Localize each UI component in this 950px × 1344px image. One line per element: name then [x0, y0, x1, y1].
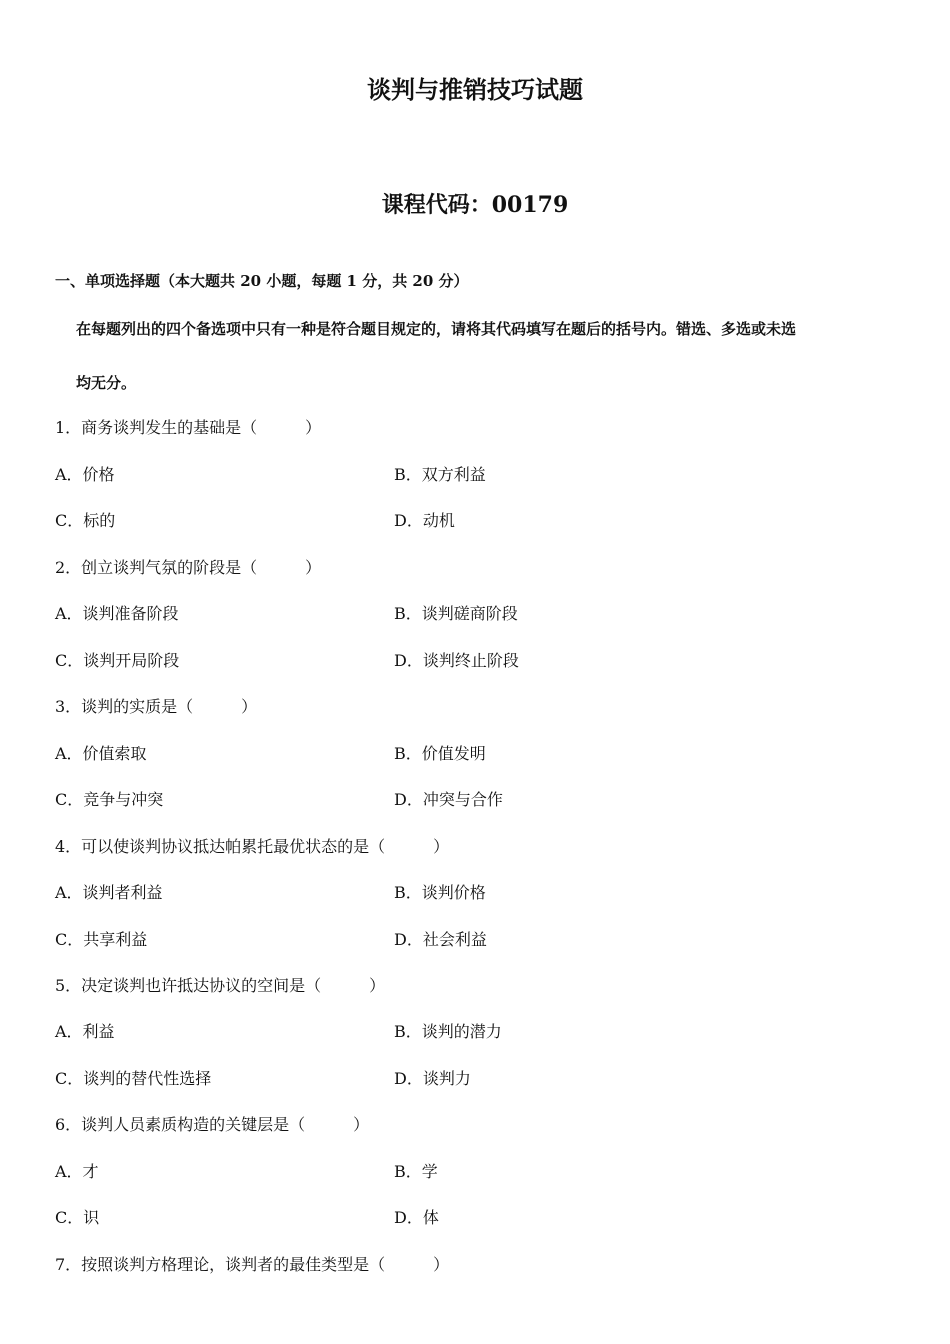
document-title: 谈判与推销技巧试题 [367, 75, 583, 104]
option-a: A．谈判者利益 [55, 883, 163, 902]
option-b: B．谈判价格 [394, 883, 486, 902]
option-a: A．利益 [55, 1022, 115, 1041]
option-c: C．共享利益 [55, 930, 148, 949]
option-a: A．才 [55, 1162, 99, 1181]
option-a: A．谈判准备阶段 [55, 604, 179, 623]
section-heading: 一、单项选择题（本大题共 20 小题，每题 1 分，共 20 分） [55, 272, 469, 290]
option-c: C．标的 [55, 511, 116, 530]
question-stem: 4．可以使谈判协议抵达帕累托最优状态的是（ ） [55, 837, 450, 856]
option-c: C．谈判开局阶段 [55, 651, 180, 670]
question-stem: 2．创立谈判气氛的阶段是（ ） [55, 558, 322, 577]
option-c: C．谈判的替代性选择 [55, 1069, 212, 1088]
question-stem: 7．按照谈判方格理论，谈判者的最佳类型是（ ） [55, 1255, 450, 1274]
option-b: B．谈判磋商阶段 [394, 604, 518, 623]
section-instruction-line2: 均无分。 [76, 374, 137, 392]
course-code: 课程代码：00179 [381, 192, 569, 218]
option-d: D．冲突与合作 [394, 790, 503, 809]
option-d: D．谈判力 [394, 1069, 471, 1088]
option-b: B．价值发明 [394, 744, 486, 763]
option-d: D．动机 [394, 511, 455, 530]
option-b: B．谈判的潜力 [394, 1022, 502, 1041]
option-d: D．体 [394, 1208, 439, 1227]
option-c: C．竞争与冲突 [55, 790, 164, 809]
option-b: B．学 [394, 1162, 438, 1181]
option-b: B．双方利益 [394, 465, 486, 484]
option-d: D．谈判终止阶段 [394, 651, 519, 670]
question-stem: 5．决定谈判也许抵达协议的空间是（ ） [55, 976, 386, 995]
option-a: A．价值索取 [55, 744, 147, 763]
option-d: D．社会利益 [394, 930, 487, 949]
section-instruction-line1: 在每题列出的四个备选项中只有一种是符合题目规定的，请将其代码填写在题后的括号内。错选、多选或未选 [76, 320, 797, 338]
question-stem: 6．谈判人员素质构造的关键层是（ ） [55, 1115, 370, 1134]
question-stem: 3．谈判的实质是（ ） [55, 697, 258, 716]
option-c: C．识 [55, 1208, 100, 1227]
question-stem: 1．商务谈判发生的基础是（ ） [55, 418, 322, 437]
option-a: A．价格 [55, 465, 115, 484]
